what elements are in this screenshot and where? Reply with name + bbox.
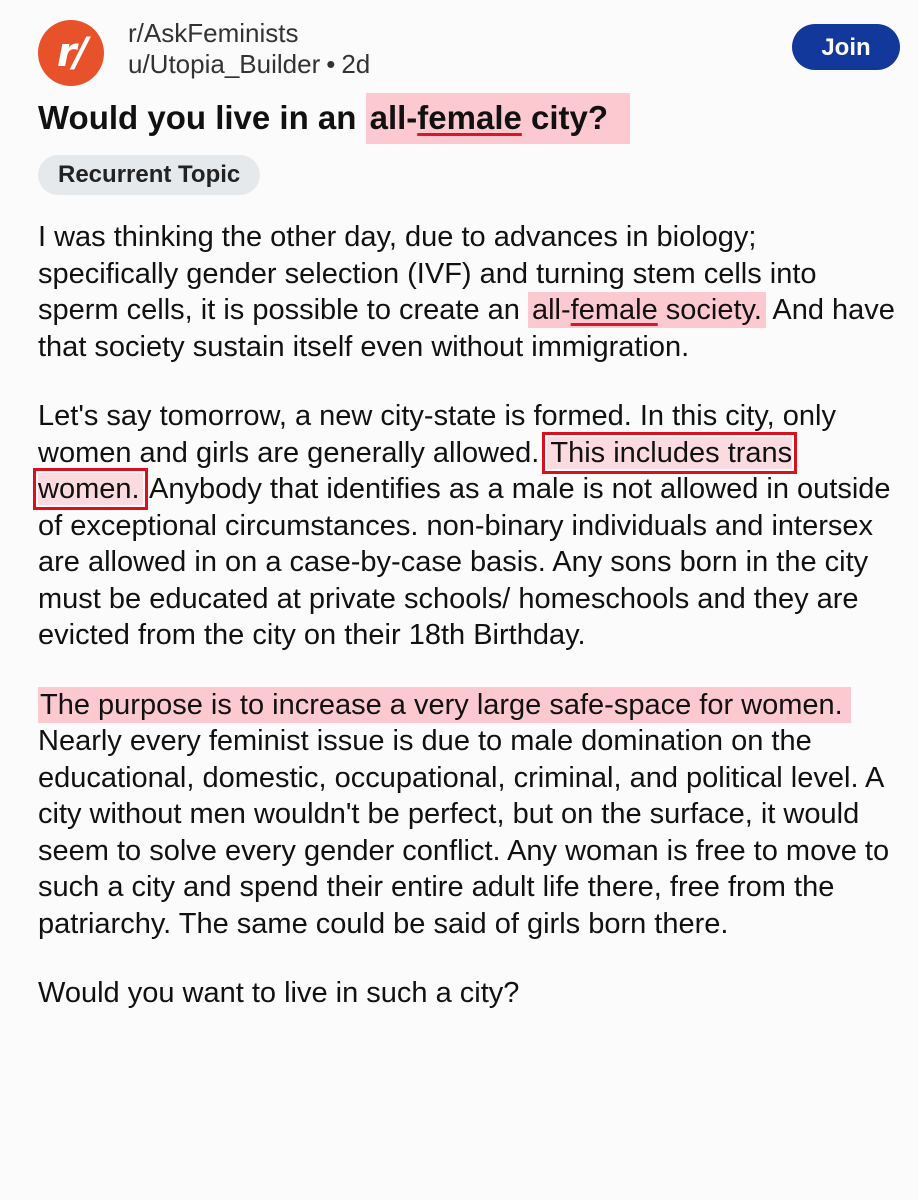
p1-highlight-part1: all- (531, 294, 571, 326)
p1-text-1: I was thinking the other day, due to advances in biology; specifically gender selection (IVF) and turning stem cells into sperm cells, it is possible to create an (38, 221, 817, 326)
p2-text-1: Let's say tomorrow, a new city-state is formed. In this city, only women and girls are generally allowed. (38, 400, 836, 469)
post-header (38, 18, 900, 82)
title-underlined-word: female (417, 99, 522, 136)
paragraph-3 (38, 687, 898, 943)
post-age: 2d (341, 49, 371, 79)
subreddit-icon[interactable]: r/ (38, 20, 104, 86)
subreddit-name[interactable]: r/AskFeminists (128, 18, 299, 48)
paragraph-1 (38, 219, 898, 365)
p1-underlined-word: female (570, 294, 658, 326)
title-highlight-part1: all- (369, 99, 418, 136)
title-highlight-part2: city? (521, 99, 609, 136)
post-byline (128, 49, 370, 80)
p2-text-2: Anybody that identifies as a male is not allowed in outside of exceptional circumstances. non-binary individuals and intersex are allowed in on a case-by-case basis. Any sons born in the city must be educated at private schools/ homeschools and they are evicted from the city on their 18th Birthday. (38, 473, 891, 651)
title-text: Would you live in an (38, 99, 366, 136)
p1-highlight (528, 292, 766, 328)
paragraph-4: Would you want to live in such a city? (38, 977, 520, 1009)
byline-separator: • (326, 49, 336, 79)
p1-text-2: And have that society sustain itself even without immigration. (38, 294, 895, 363)
post-title[interactable] (38, 92, 630, 144)
p2-boxed-sentence: This includes trans women. (38, 436, 793, 505)
p3-text: Nearly every feminist issue is due to male domination on the educational, domestic, occupational, criminal, and political level. A city without men wouldn't be perfect, but on the surface, it would seem to solve every gender conflict. Any woman is free to move to such a city and spend their entire adult life there, free from the patriarchy. The same could be said of girls born there. (38, 725, 890, 940)
author-link[interactable]: u/Utopia_Builder (128, 49, 321, 79)
join-button[interactable]: Join (792, 24, 900, 70)
p1-highlight-part2: society. (657, 294, 762, 326)
post-flair[interactable]: Recurrent Topic (38, 155, 260, 195)
p3-highlighted-sentence: The purpose is to increase a very large safe-space for women. (38, 687, 851, 723)
title-highlight (366, 93, 630, 144)
paragraph-2 (38, 398, 898, 654)
post-body (38, 219, 898, 1045)
